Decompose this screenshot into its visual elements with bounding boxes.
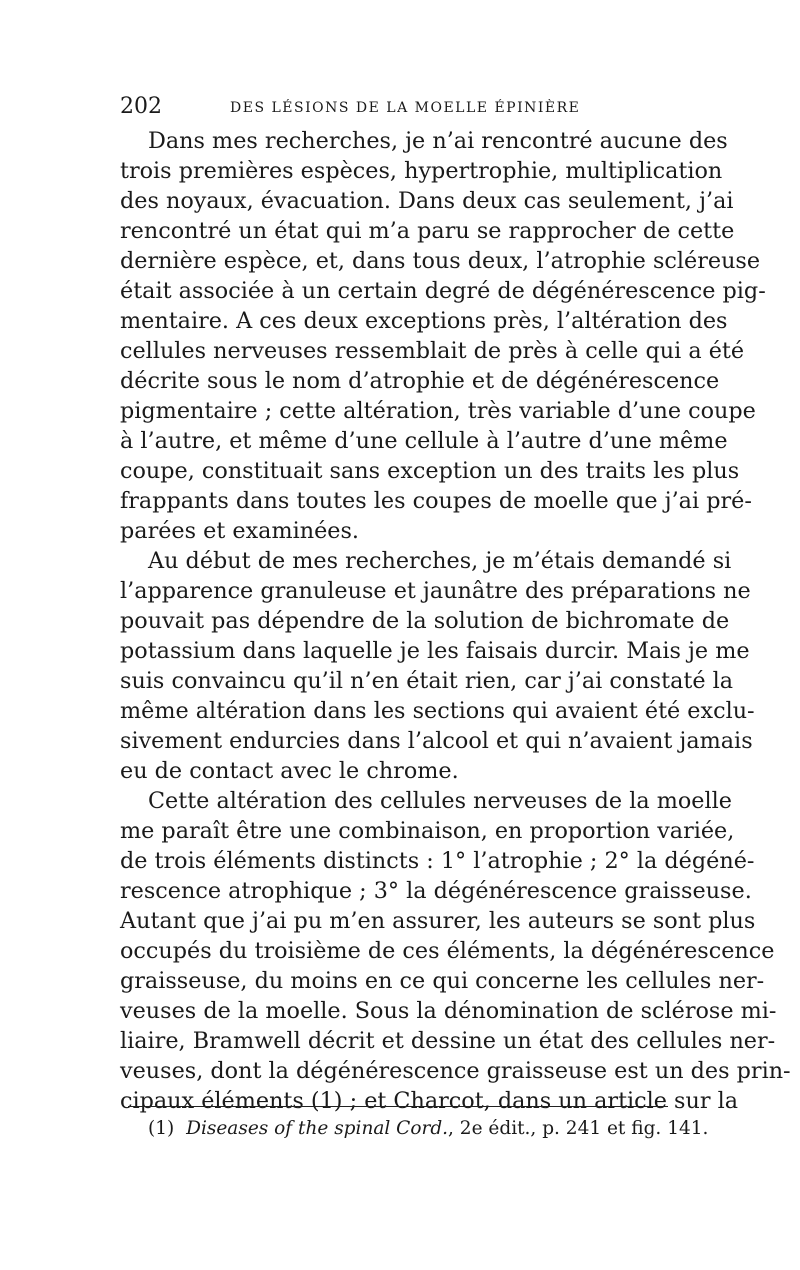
text-line: veuses de la moelle. Sous la dénomination de sclérose mi- — [120, 998, 777, 1024]
text-line: mentaire. A ces deux exceptions près, l’altération des — [120, 308, 728, 334]
text-line: était associée à un certain degré de dégénérescence pig- — [120, 278, 766, 304]
footnote-rest: , 2e édit., p. 241 et fig. 141. — [448, 1118, 709, 1139]
text-line: de trois éléments distincts : 1° l’atrophie ; 2° la dégéné- — [120, 848, 755, 874]
text-line: cipaux éléments (1) ; et Charcot, dans un article sur la — [120, 1088, 739, 1114]
text-line: Au début de mes recherches, je m’étais demandé si — [148, 548, 732, 574]
footnote-rule — [128, 1106, 668, 1107]
footnote — [148, 1118, 708, 1139]
text-line: eu de contact avec le chrome. — [120, 758, 459, 784]
text-line: l’apparence granuleuse et jaunâtre des préparations ne — [120, 578, 751, 604]
text-line: graisseuse, du moins en ce qui concerne les cellules ner- — [120, 968, 765, 994]
text-line: dernière espèce, et, dans tous deux, l’atrophie scléreuse — [120, 248, 761, 274]
text-line: occupés du troisième de ces éléments, la dégénérescence — [120, 938, 775, 964]
text-line: décrite sous le nom d’atrophie et de dégénérescence — [120, 368, 720, 394]
text-line: Autant que j’ai pu m’en assurer, les auteurs se sont plus — [120, 908, 756, 934]
footnote-marker: (1) — [148, 1118, 175, 1139]
text-line: coupe, constituait sans exception un des traits les plus — [120, 458, 740, 484]
text-line: veuses, dont la dégénérescence graisseuse est un des prin- — [120, 1058, 791, 1084]
text-line: pigmentaire ; cette altération, très variable d’une coupe — [120, 398, 756, 424]
text-line: sivement endurcies dans l’alcool et qui n’avaient jamais — [120, 728, 753, 754]
text-line: à l’autre, et même d’une cellule à l’autre d’une même — [120, 428, 728, 454]
body-text — [120, 126, 791, 1116]
running-head: DES LÉSIONS DE LA MOELLE ÉPINIÈRE — [230, 100, 581, 116]
text-line: cellules nerveuses ressemblait de près à celle qui a été — [120, 338, 745, 364]
text-line: frappants dans toutes les coupes de moelle que j’ai pré- — [120, 488, 752, 514]
text-line: pouvait pas dépendre de la solution de bichromate de — [120, 608, 730, 634]
text-line: me paraît être une combinaison, en proportion variée, — [120, 818, 735, 844]
text-line: Cette altération des cellules nerveuses de la moelle — [148, 788, 732, 814]
text-line: parées et examinées. — [120, 518, 360, 544]
footnote-title: Diseases of the spinal Cord. — [186, 1118, 449, 1139]
text-line: des noyaux, évacuation. Dans deux cas seulement, j’ai — [120, 188, 734, 214]
text-line: rencontré un état qui m’a paru se rapprocher de cette — [120, 218, 735, 244]
text-line: liaire, Bramwell décrit et dessine un état des cellules ner- — [120, 1028, 776, 1054]
text-line: potassium dans laquelle je les faisais durcir. Mais je me — [120, 638, 750, 664]
text-line: rescence atrophique ; 3° la dégénérescence graisseuse. — [120, 878, 752, 904]
page-header — [120, 94, 680, 124]
text-line: même altération dans les sections qui avaient été exclu- — [120, 698, 755, 724]
page-number: 202 — [120, 94, 162, 119]
text-line: trois premières espèces, hypertrophie, multiplication — [120, 158, 723, 184]
text-line: Dans mes recherches, je n’ai rencontré aucune des — [148, 128, 728, 154]
text-line: suis convaincu qu’il n’en était rien, car j’ai constaté la — [120, 668, 734, 694]
